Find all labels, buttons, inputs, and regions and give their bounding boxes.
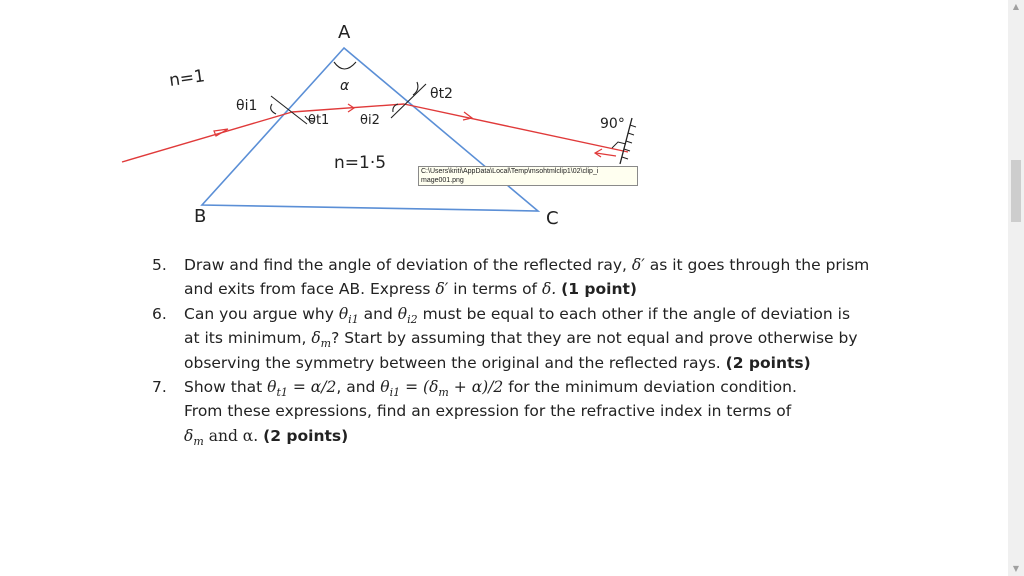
q6-theta-2: θ [397,304,408,323]
vertex-a-label: A [338,22,351,43]
q5-symbol-delta: δ. [541,280,557,299]
q7-theta-t: θ [267,378,277,397]
incident-ray [122,112,292,162]
q7-sub-t1: t1 [276,386,288,400]
vertical-scrollbar[interactable] [1008,0,1024,576]
q7-and-alpha: and α. [208,426,259,445]
q7-sub-i1: i1 [389,386,401,400]
q6-text-4: ? Start by assuming that they are not equal and prove otherwise by [331,329,858,348]
q7-delta: δ [184,426,194,445]
theta-i2-label: θi2 [360,113,380,128]
n-prism-label: n=1·5 [334,153,387,173]
question-number: 6. [152,304,167,323]
q6-text-5: observing the symmetry between the original and the reflected rays. [184,353,721,372]
question-6 [148,302,908,375]
question-5 [148,253,908,302]
emergent-ray [404,104,628,152]
question-number: 5. [152,256,167,274]
theta-t1-label: θt1 [308,113,330,128]
q6-text-2: must be equal to each other if the angle of deviation is [422,304,851,323]
q7-comma-and: , and [336,378,376,397]
theta-t2-label: θt2 [430,86,453,102]
question-list [148,253,908,448]
q7-sub-m: m [438,386,449,400]
angle-90-label: 90° [600,116,625,132]
angle-arc-theta-i1 [271,104,276,114]
prism-diagram [0,0,1008,240]
q6-theta-1: θ [338,304,349,323]
prism-triangle [202,48,538,211]
tooltip-line-1: C:\Users\kriti\AppData\Local\Temp\msohtmlclip1\02\clip_i [421,168,599,175]
incident-ray-arrow [214,129,228,136]
vertex-b-label: B [194,206,207,227]
emergent-ray-arrow [463,112,472,120]
scroll-up-arrow-icon[interactable]: ▲ [1012,2,1020,11]
q7-eq-2a: = (δ [405,378,439,397]
question-number: 7. [152,378,167,397]
q7-sub-m-2: m [193,434,204,448]
scroll-thumb[interactable] [1011,160,1021,222]
n-outside-label: n=1 [167,66,207,91]
q5-symbol-delta-prime: δ′ [631,256,645,274]
apex-angle-arc [334,62,356,69]
image-path-tooltip [418,166,638,186]
vertex-c-label: C [546,208,559,229]
q5-text-3: and exits from face AB. Express [184,280,431,299]
theta-i1-outer-label: θi1 [236,98,258,114]
scroll-down-arrow-icon[interactable]: ▼ [1012,564,1020,573]
normal-line-1 [271,96,307,124]
alpha-label: α [340,78,350,94]
q6-text-3: at its minimum, [184,329,307,348]
q6-text-1: Can you argue why [184,304,334,323]
q5-text-2: as it goes through the prism [649,256,870,274]
q5-symbol-delta-prime-2: δ′ [435,280,449,299]
q7-eq-2b: + α)/2 [453,378,504,397]
q7-text-1: Show that [184,378,263,397]
q7-points: (2 points) [263,426,349,445]
q6-and: and [363,304,393,323]
q7-text-2: for the minimum deviation condition. [508,378,797,397]
q7-theta-i: θ [380,378,390,397]
tooltip-line-2: mage001.png [421,177,464,184]
q6-sub-m: m [320,337,332,351]
q6-delta: δ [311,329,321,348]
q7-eq-1: = α/2 [292,378,337,397]
q6-points: (2 points) [725,353,811,372]
q6-sub-i2: i2 [407,312,418,326]
q6-sub-i1: i1 [348,312,359,326]
q5-text-4: in terms of [453,280,538,299]
q5-text-1: Draw and find the angle of deviation of the reflected ray, [184,256,627,274]
refracted-ray [292,104,404,112]
q7-text-3: From these expressions, find an expression for the refractive index in terms of [184,402,792,421]
question-7 [148,375,908,448]
q5-points: (1 point) [561,280,638,299]
